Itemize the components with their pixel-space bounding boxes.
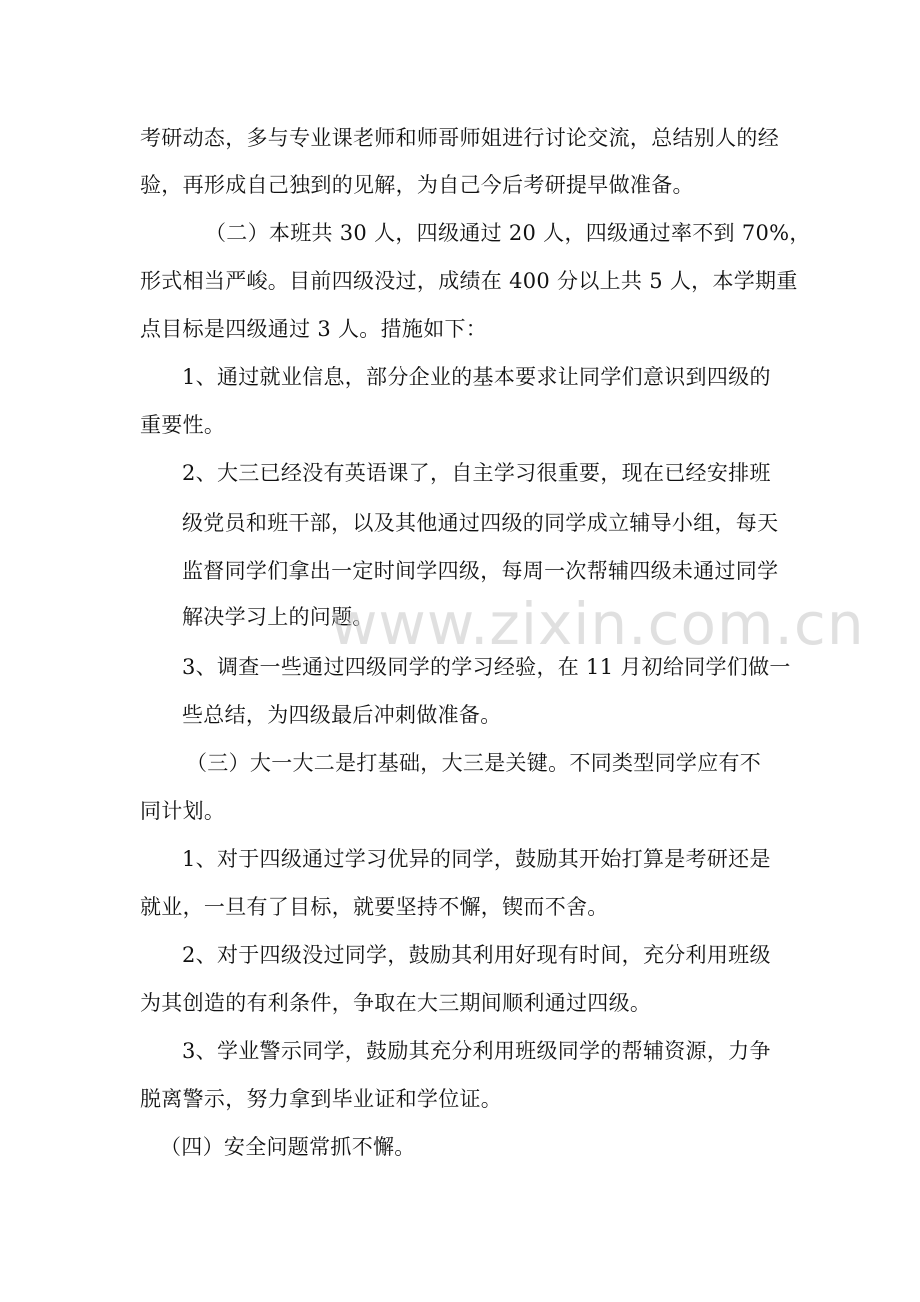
text-line: 形式相当严峻。目前四级没过，成绩在 400 分以上共 5 人，本学期重 xyxy=(140,269,798,293)
text-line: 就业，一旦有了目标，就要坚持不懈，锲而不舍。 xyxy=(140,895,609,919)
text-line: 脱离警示，努力拿到毕业证和学位证。 xyxy=(140,1087,503,1111)
text-line: 监督同学们拿出一定时间学四级，每周一次帮辅四级未通过同学 xyxy=(182,559,779,583)
list-item: 3、学业警示同学，鼓励其充分利用班级同学的帮辅资源，力争 xyxy=(182,1039,771,1063)
text-line: 重要性。 xyxy=(140,413,226,437)
watermark: www.zixin.com.cn xyxy=(330,590,865,658)
text-line: 同计划。 xyxy=(140,799,226,823)
text-line: 点目标是四级通过 3 人。措施如下： xyxy=(140,317,488,341)
section-heading-4: （四）安全问题常抓不懈。 xyxy=(160,1135,416,1159)
list-item: 2、对于四级没过同学，鼓励其利用好现有时间，充分利用班级 xyxy=(182,943,771,967)
text-line: 验，再形成自己独到的见解，为自己今后考研提早做准备。 xyxy=(140,173,694,197)
list-item: 1、对于四级通过学习优异的同学，鼓励其开始打算是考研还是 xyxy=(182,847,771,871)
text-line: 些总结，为四级最后冲刺做准备。 xyxy=(182,703,502,727)
text-line: 考研动态，多与专业课老师和师哥师姐进行讨论交流，总结别人的经 xyxy=(140,126,779,150)
list-item: 1、通过就业信息，部分企业的基本要求让同学们意识到四级的 xyxy=(182,365,771,389)
text-line: 解决学习上的问题。 xyxy=(182,605,374,629)
section-heading-2: （二）本班共 30 人，四级通过 20 人，四级通过率不到 70%， xyxy=(205,221,811,245)
list-item: 2、大三已经没有英语课了，自主学习很重要，现在已经安排班 xyxy=(182,461,771,485)
list-item: 3、调查一些通过四级同学的学习经验，在 11 月初给同学们做一 xyxy=(182,655,791,679)
text-line: 为其创造的有利条件，争取在大三期间顺利通过四级。 xyxy=(140,991,652,1015)
section-heading-3: （三）大一大二是打基础，大三是关键。不同类型同学应有不 xyxy=(186,751,762,775)
text-line: 级党员和班干部，以及其他通过四级的同学成立辅导小组，每天 xyxy=(182,511,779,535)
